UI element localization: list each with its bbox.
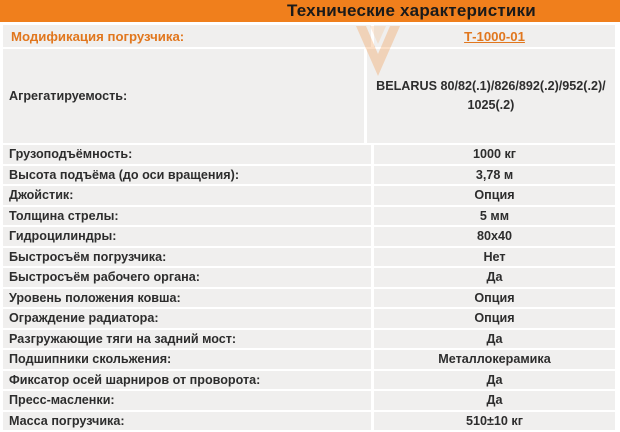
header-value: Т-1000-01	[374, 25, 615, 47]
row-value: BELARUS 80/82(.1)/826/892(.2)/952(.2)/ 1025(.2)	[367, 49, 615, 143]
title-bar	[0, 0, 620, 22]
table-row	[3, 309, 615, 328]
row-value: Да	[374, 330, 615, 349]
row-label: Быстросъём погрузчика:	[3, 248, 371, 267]
table-row	[3, 166, 615, 185]
table-row	[3, 268, 615, 287]
row-value: 510±10 кг	[374, 412, 615, 431]
row-label: Толщина стрелы:	[3, 207, 371, 226]
table-row	[3, 227, 615, 246]
row-label: Подшипники скольжения:	[3, 350, 371, 369]
row-label: Грузоподъёмность:	[3, 145, 371, 164]
row-label: Ограждение радиатора:	[3, 309, 371, 328]
table-row	[3, 49, 615, 143]
row-value: Нет	[374, 248, 615, 267]
table-row	[3, 289, 615, 308]
table-row	[3, 207, 615, 226]
row-value: Да	[374, 391, 615, 410]
row-value: Да	[374, 268, 615, 287]
table-row	[3, 330, 615, 349]
row-label: Быстросъём рабочего органа:	[3, 268, 371, 287]
table-row	[3, 350, 615, 369]
row-value: Опция	[374, 309, 615, 328]
row-label: Фиксатор осей шарниров от проворота:	[3, 371, 371, 390]
table-row	[3, 145, 615, 164]
row-value: 1000 кг	[374, 145, 615, 164]
row-label: Пресс-масленки:	[3, 391, 371, 410]
table-row	[3, 186, 615, 205]
row-value: Да	[374, 371, 615, 390]
header-row	[3, 25, 615, 47]
page-title: Технические характеристики	[287, 1, 536, 20]
spec-table	[3, 25, 615, 432]
table-row	[3, 412, 615, 431]
row-label: Уровень положения ковша:	[3, 289, 371, 308]
row-value: 5 мм	[374, 207, 615, 226]
row-label: Агрегатируемость:	[3, 49, 364, 143]
row-value: Опция	[374, 186, 615, 205]
table-row	[3, 248, 615, 267]
row-value: 80х40	[374, 227, 615, 246]
row-value: 3,78 м	[374, 166, 615, 185]
table-row	[3, 391, 615, 410]
row-value: Опция	[374, 289, 615, 308]
row-label: Джойстик:	[3, 186, 371, 205]
header-label: Модификация погрузчика:	[3, 25, 371, 47]
row-label: Высота подъёма (до оси вращения):	[3, 166, 371, 185]
row-value: Металлокерамика	[374, 350, 615, 369]
row-label: Масса погрузчика:	[3, 412, 371, 431]
row-label: Гидроцилиндры:	[3, 227, 371, 246]
row-label: Разгружающие тяги на задний мост:	[3, 330, 371, 349]
table-row	[3, 371, 615, 390]
